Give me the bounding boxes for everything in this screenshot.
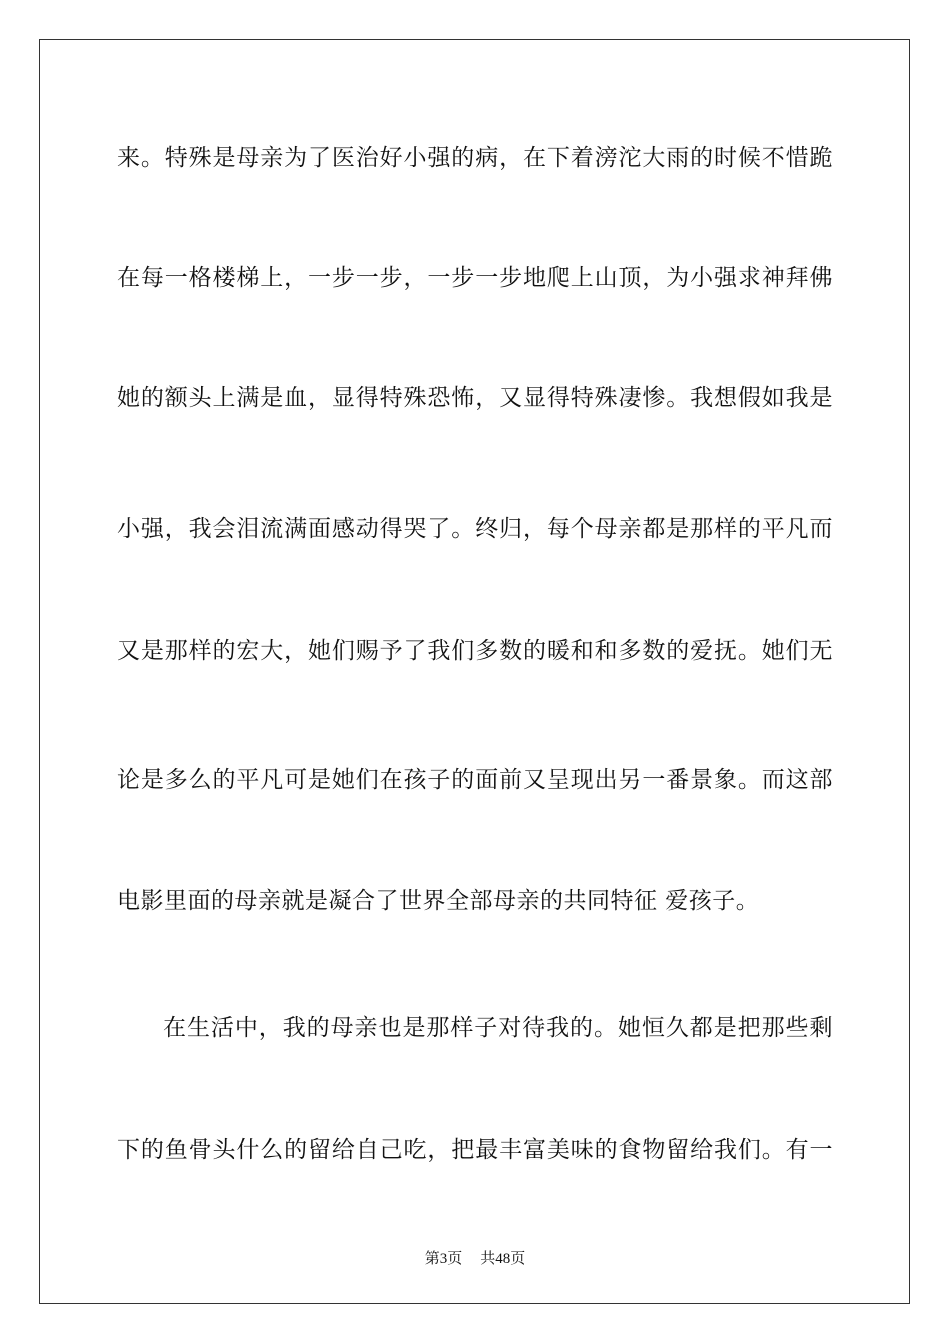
body-line-1: 来。特殊是母亲为了医治好小强的病，在下着滂沱大雨的时候不惜跪	[117, 145, 833, 171]
page-border	[39, 39, 910, 1304]
page-number: 第3页	[424, 1251, 463, 1267]
body-line-6: 论是多么的平凡可是她们在孩子的面前又呈现出另一番景象。而这部	[117, 767, 833, 793]
body-line-2: 在每一格楼梯上，一步一步，一步一步地爬上山顶，为小强求神拜佛	[117, 265, 833, 291]
body-line-4: 小强，我会泪流满面感动得哭了。终归，每个母亲都是那样的平凡而	[117, 516, 833, 542]
body-line-8: 在生活中，我的母亲也是那样子对待我的。她恒久都是把那些剩	[163, 1015, 833, 1041]
body-line-5: 又是那样的宏大，她们赐予了我们多数的暖和和多数的爱抚。她们无	[117, 638, 833, 664]
page-footer	[0, 1247, 950, 1268]
body-line-9: 下的鱼骨头什么的留给自己吃，把最丰富美味的食物留给我们。有一	[117, 1137, 833, 1163]
body-line-3: 她的额头上满是血，显得特殊恐怖，又显得特殊凄惨。我想假如我是	[117, 385, 833, 411]
body-line-7: 电影里面的母亲就是凝合了世界全部母亲的共同特征 爱孩子。	[117, 888, 760, 914]
page-total: 共48页	[480, 1251, 526, 1267]
